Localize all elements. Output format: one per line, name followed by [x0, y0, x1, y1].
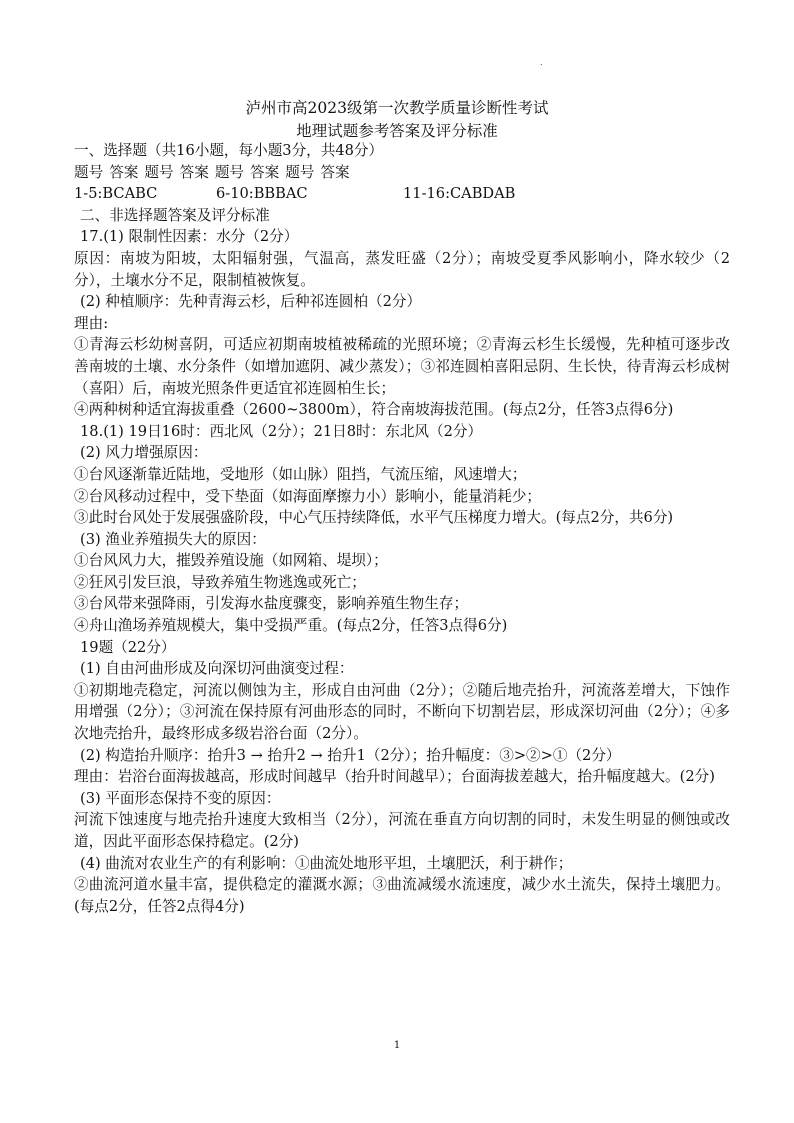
answer-group: 11-16:CABDAB: [403, 185, 516, 203]
q19-part1: (1) 自由河曲形成及向深切河曲演变过程：: [80, 660, 354, 678]
q18-point: ②台风移动过程中，受下垫面（如海面摩擦力小）影响小，能量消耗少；: [74, 487, 542, 505]
table-header-cell: 题号: [74, 163, 104, 181]
q18-point: ④舟山渔场养殖规模大，集中受损严重。(每点2分，任答3点得6分): [74, 617, 508, 635]
table-header-cell: 题号: [285, 163, 315, 181]
q18-point: ②狂风引发巨浪，导致养殖生物逃逸或死亡；: [74, 573, 366, 591]
q18-part3: (3) 渔业养殖损失大的原因：: [80, 530, 266, 548]
q18-part1: 18.(1) 19日16时：西北风（2分）；21日8时：东北风（2分）: [80, 422, 483, 440]
q17-point-4: ④两种树种适宜海拔重叠（2600~3800m），符合南坡海拔范围。(每点2分，任答3点得6分): [74, 401, 674, 419]
q17-reason: 原因：南坡为阳坡，太阳辐射强，气温高，蒸发旺盛（2分）；南坡受夏季风影响小，降水较少（2分），土壤水分不足，限制植被恢复。: [74, 249, 730, 289]
q19-explanation: 河流下蚀速度与地壳抬升速度大致相当（2分），河流在垂直方向切割的同时，未发生明显的侧蚀或改道，因此平面形态保持稳定。(2分): [74, 811, 730, 850]
q19-process: ①初期地壳稳定，河流以侧蚀为主，形成自由河曲（2分）；②随后地壳抬升，河流落差增大，下蚀作用增强（2分）；③河流在保持原有河曲形态的同时，不断向下切割岩层，形成深切河曲（2分）；④多次地壳抬升，最终形成多级岩浴台面（2分）。: [74, 681, 730, 743]
q18-part2: (2) 风力增强原因：: [80, 444, 208, 462]
document-title: 泸州市高2023级第一次教学质量诊断性考试: [245, 99, 549, 117]
answer-group: 1-5:BCABC: [74, 185, 158, 203]
table-header-cell: 题号: [144, 163, 174, 181]
table-header-cell: 答案: [109, 163, 139, 181]
q18-point: ③此时台风处于发展强盛阶段，中心气压持续降低，水平气压梯度力增大。(每点2分，共6分): [74, 509, 674, 527]
answer-row: [74, 183, 730, 205]
q17-points: ①青海云杉幼树喜阴，可适应初期南坡植被稀疏的光照环境；②青海云杉生长缓慢，先种植可逐步改善南坡的土壤、水分条件（如增加遮阴、减少蒸发）；③祁连圆柏喜阳忌阴、生长快，待青海云杉成树（喜阳）后，南坡光照条件更适宜祁连圆柏生长；: [74, 336, 730, 397]
table-header-cell: 答案: [250, 163, 280, 181]
q19-part3: (3) 平面形态保持不变的原因：: [80, 789, 281, 807]
q19-heading: 19题（22分）: [80, 638, 176, 656]
table-header-cell: 答案: [320, 163, 350, 181]
q17-part2: (2) 种植顺序：先种青海云杉，后种祁连圆柏（2分）: [80, 293, 422, 311]
q17-reason-label: 理由:: [74, 314, 109, 332]
q19-reason: 理由：岩浴台面海拔越高，形成时间越早（抬升时间越早）；台面海拔差越大，抬升幅度越大。(2分): [74, 768, 715, 786]
q17-part1: 17.(1) 限制性因素：水分（2分）: [80, 228, 299, 246]
document-body: [74, 140, 730, 917]
q19-part2: (2) 构造抬升顺序：抬升3 → 抬升2 → 抬升1（2分）；抬升幅度：③>②>①（2分）: [80, 746, 621, 764]
answer-group: 6-10:BBBAC: [216, 185, 308, 203]
section-2-heading: 二、非选择题答案及评分标准: [80, 206, 270, 224]
header-dot: .: [540, 58, 543, 67]
answer-table-header: [74, 162, 730, 184]
document-subtitle: 地理试题参考答案及评分标准: [296, 122, 498, 140]
q18-point: ③台风带来强降雨，引发海水盐度骤变，影响养殖生物生存；: [74, 595, 469, 613]
q18-point: ①台风逐渐靠近陆地，受地形（如山脉）阻挡，气流压缩，风速增大；: [74, 465, 527, 483]
table-header-cell: 题号: [214, 163, 245, 181]
section-1-heading: 一、选择题（共16小题，每小题3分，共48分）: [74, 142, 384, 159]
q18-point: ①台风风力大，摧毁养殖设施（如网箱、堤坝）；: [74, 552, 388, 570]
q19-points: ②曲流河道水量丰富，提供稳定的灌溉水源；③曲流减缓水流速度，减少水土流失，保持土壤肥力。(每点2分，任答2点得4分): [74, 876, 730, 915]
q19-part4: (4) 曲流对农业生产的有利影响：①曲流处地形平坦，土壤肥沃，利于耕作；: [80, 854, 573, 872]
table-header-cell: 答案: [179, 163, 209, 181]
page-number: 1: [393, 1040, 401, 1051]
